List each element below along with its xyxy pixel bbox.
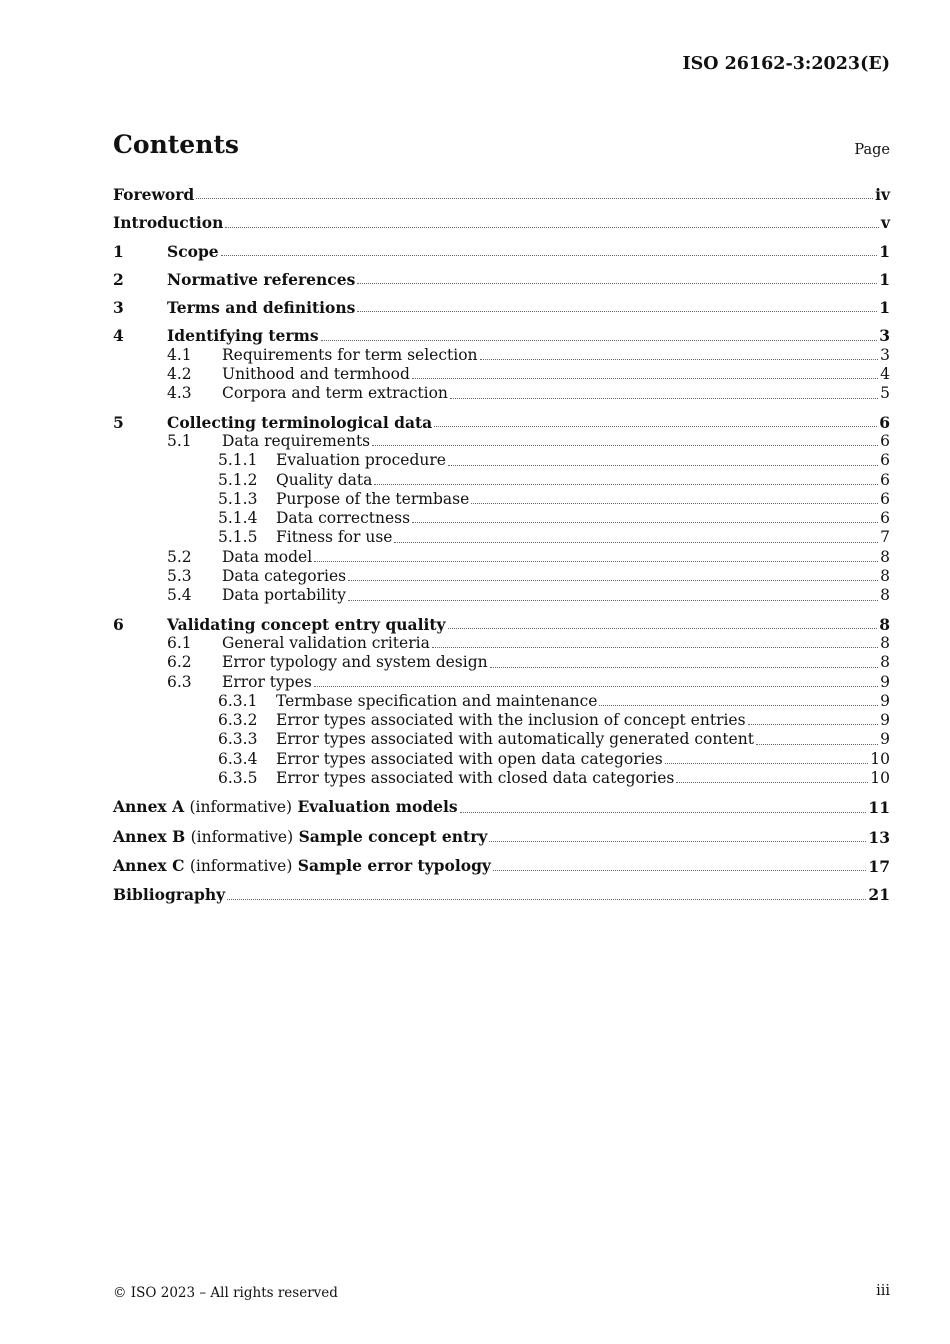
toc-entry-number: 4.2 [167, 365, 192, 384]
dot-leader [471, 503, 878, 504]
toc-entry-label [276, 692, 597, 711]
toc-entry[interactable] [113, 797, 890, 817]
toc-entry-page: 8 [880, 547, 890, 566]
toc-entry-label [276, 509, 410, 528]
toc-entry-title: Bibliography [113, 885, 226, 905]
toc-entry-title: Error types [222, 672, 312, 691]
toc-title: Contents [113, 130, 240, 159]
toc-entry-page: 3 [879, 326, 890, 346]
toc-entry[interactable] [113, 673, 890, 692]
toc-entry-page: 8 [879, 614, 890, 634]
toc-entry-title: Requirements for term selection [222, 345, 478, 364]
toc-entry-label [222, 586, 346, 605]
toc-entry-page: 10 [870, 769, 890, 788]
toc-entry-title: Evaluation models [297, 797, 458, 817]
dot-leader [676, 782, 868, 783]
toc-entry-title: Scope [167, 241, 219, 261]
toc-entry-number: 5.3 [167, 567, 192, 586]
toc-entry-page: 6 [880, 509, 890, 528]
toc-entry-number: 4 [113, 326, 124, 346]
toc-entry-page: 8 [880, 633, 890, 652]
toc-entry[interactable] [113, 432, 890, 451]
toc-entry-label [222, 567, 346, 586]
toc-entry[interactable] [113, 653, 890, 672]
toc-entry-label [222, 432, 370, 451]
toc-entry-page: 10 [870, 749, 890, 768]
toc-entry[interactable] [113, 711, 890, 730]
toc-entry-page: 13 [868, 827, 890, 847]
toc-entry-title: Normative references [167, 269, 356, 289]
dot-leader [374, 484, 878, 485]
document-id: ISO 26162-3:2023(E) [682, 54, 890, 74]
toc-entry-number: 5.1.1 [218, 451, 258, 470]
toc-entry-number: Annex C [113, 855, 185, 875]
dot-leader [480, 359, 879, 360]
toc-entry-label [167, 242, 219, 261]
dot-leader [314, 561, 878, 562]
dot-leader [756, 744, 878, 745]
toc-entry-label [113, 185, 194, 204]
toc-entry-title: Validating concept entry quality [167, 614, 446, 634]
toc-entry[interactable] [113, 615, 890, 634]
toc-entry-label [276, 750, 663, 769]
toc-entry-title: Sample concept entry [298, 826, 488, 846]
toc-entry-label [167, 413, 432, 432]
toc-entry-label [222, 673, 312, 692]
copyright-notice: © ISO 2023 – All rights reserved [113, 1285, 338, 1301]
toc-entry-title: Collecting terminological data [167, 412, 433, 432]
toc-entry-label [222, 634, 430, 653]
toc-entry-label [276, 730, 754, 749]
toc-entry-label [222, 346, 478, 365]
toc-entry-number: 1 [113, 241, 124, 261]
toc-entry-page: 3 [880, 345, 890, 364]
dot-leader [448, 465, 878, 466]
toc-entry-page: 1 [879, 241, 890, 261]
toc-entry-title: General validation criteria [222, 633, 430, 652]
toc-entry[interactable] [113, 326, 890, 345]
toc-entry-label [276, 471, 372, 490]
toc-entry[interactable] [113, 827, 890, 847]
dot-leader [490, 667, 879, 668]
toc-entry-label [276, 451, 446, 470]
toc-entry-title: Sample error typology [297, 855, 491, 875]
toc-entry-title: Quality data [276, 470, 373, 489]
toc-entry[interactable] [113, 885, 890, 904]
dot-leader [493, 870, 866, 871]
toc-entry-label [167, 270, 355, 289]
toc-entry-number: 6.3.3 [218, 730, 258, 749]
toc-entry-label [276, 711, 746, 730]
dot-leader [357, 283, 877, 284]
dot-leader [321, 340, 878, 341]
toc-entry-title: Introduction [113, 213, 224, 233]
toc-entry[interactable] [113, 586, 890, 605]
toc-entry-label [167, 298, 355, 317]
toc-entry-number: 5.1 [167, 431, 192, 450]
toc-entry[interactable] [113, 298, 890, 317]
toc-entry-page: 11 [868, 798, 890, 818]
toc-entry-title: Terms and definitions [167, 298, 356, 318]
toc-entry-title: Identifying terms [167, 326, 319, 346]
dot-leader [221, 255, 878, 256]
toc-entry-label [167, 326, 319, 345]
toc-entry-page: 9 [880, 711, 890, 730]
toc-entry-number: 6 [113, 614, 124, 634]
toc-entry-page: 4 [880, 365, 890, 384]
toc-entry-number: 5.1.3 [218, 489, 258, 508]
toc-entry-label [222, 548, 312, 567]
toc-entry-qualifier: (informative) [189, 798, 293, 817]
toc-entry[interactable] [113, 692, 890, 711]
toc-entry-label [222, 384, 448, 403]
toc-entry-title: Evaluation procedure [276, 451, 446, 470]
toc-entry[interactable] [113, 769, 890, 788]
toc-entry[interactable] [113, 365, 890, 384]
toc-entry[interactable] [113, 471, 890, 490]
toc-entry-page: 6 [880, 489, 890, 508]
toc-entry-title: Termbase specification and maintenance [276, 691, 598, 710]
table-of-contents [113, 185, 890, 905]
dot-leader [434, 426, 877, 427]
toc-entry-page: 9 [880, 730, 890, 749]
toc-entry-label [113, 797, 458, 817]
toc-entry-page: 5 [880, 384, 890, 403]
toc-entry-page: 6 [880, 431, 890, 450]
toc-entry-number: 5.1.5 [218, 528, 258, 547]
dot-leader [450, 398, 878, 399]
toc-entry-page: 21 [868, 885, 890, 905]
toc-entry-number: 5 [113, 412, 124, 432]
toc-entry[interactable] [113, 384, 890, 403]
toc-entry-qualifier: (informative) [190, 827, 294, 846]
toc-entry-page: v [880, 213, 890, 233]
toc-entry-title: Error types associated with open data categories [276, 749, 663, 768]
dot-leader [348, 600, 878, 601]
dot-leader [348, 580, 878, 581]
toc-entry-number: 5.1.4 [218, 509, 258, 528]
toc-entry[interactable] [113, 213, 890, 232]
toc-entry-label [167, 615, 446, 634]
toc-entry-number: Annex B [113, 826, 186, 846]
toc-entry-number: 4.3 [167, 384, 192, 403]
toc-entry-number: 6.2 [167, 653, 192, 672]
toc-entry-title: Error types associated with closed data categories [276, 769, 675, 788]
toc-entry-number: 6.3 [167, 672, 192, 691]
dot-leader [460, 812, 867, 813]
toc-entry[interactable] [113, 242, 890, 261]
toc-entry-page: iv [875, 185, 890, 204]
toc-entry[interactable] [113, 567, 890, 586]
toc-entry-title: Data requirements [222, 431, 371, 450]
toc-entry-title: Corpora and term extraction [222, 384, 448, 403]
dot-leader [665, 763, 869, 764]
page-column-label: Page [854, 142, 890, 158]
toc-entry-label [276, 769, 674, 788]
dot-leader [372, 445, 878, 446]
toc-entry-label [276, 528, 392, 547]
toc-entry-title: Fitness for use [276, 528, 393, 547]
dot-leader [314, 686, 878, 687]
toc-entry[interactable] [113, 270, 890, 289]
toc-entry[interactable] [113, 548, 890, 567]
toc-entry-number: 6.3.2 [218, 711, 258, 730]
toc-entry[interactable] [113, 750, 890, 769]
toc-entry-page: 1 [879, 298, 890, 318]
toc-entry-number: 2 [113, 269, 124, 289]
toc-entry-page: 9 [880, 672, 890, 691]
dot-leader [448, 628, 878, 629]
toc-entry-number: 6.3.5 [218, 769, 258, 788]
toc-entry-number: 5.1.2 [218, 470, 258, 489]
toc-entry-label [113, 856, 491, 876]
toc-entry-title: Foreword [113, 185, 195, 204]
toc-entry-qualifier: (informative) [189, 856, 293, 875]
dot-leader [357, 311, 877, 312]
toc-entry[interactable] [113, 730, 890, 749]
toc-entry-number: Annex A [113, 797, 185, 817]
toc-entry-label [113, 213, 223, 232]
toc-entry[interactable] [113, 185, 890, 204]
toc-entry-page: 6 [879, 412, 890, 432]
dot-leader [394, 542, 878, 543]
dot-leader [599, 705, 878, 706]
toc-entry-number: 5.4 [167, 586, 192, 605]
toc-entry-title: Purpose of the termbase [276, 489, 470, 508]
toc-entry-page: 7 [880, 528, 890, 547]
toc-entry[interactable] [113, 451, 890, 470]
toc-entry-title: Data portability [222, 586, 346, 605]
toc-entry-title: Data correctness [276, 509, 411, 528]
toc-entry[interactable] [113, 856, 890, 876]
dot-leader [748, 724, 879, 725]
page-number: iii [876, 1283, 890, 1299]
toc-entry-title: Data categories [222, 567, 347, 586]
toc-entry-number: 5.2 [167, 547, 192, 566]
toc-entry-title: Data model [222, 547, 313, 566]
toc-entry-label [222, 653, 488, 672]
toc-entry-label [113, 885, 225, 904]
toc-entry-page: 8 [880, 653, 890, 672]
toc-entry-page: 8 [880, 586, 890, 605]
toc-entry-number: 6.3.4 [218, 749, 258, 768]
toc-entry[interactable] [113, 346, 890, 365]
dot-leader [225, 227, 879, 228]
toc-entry-title: Error types associated with the inclusion of concept entries [276, 711, 746, 730]
toc-entry[interactable] [113, 509, 890, 528]
dot-leader [196, 198, 873, 199]
toc-entry[interactable] [113, 490, 890, 509]
toc-entry-label [276, 490, 469, 509]
toc-entry-page: 1 [879, 269, 890, 289]
toc-entry[interactable] [113, 528, 890, 547]
toc-entry-title: Error types associated with automatically generated content [276, 730, 754, 749]
toc-entry[interactable] [113, 413, 890, 432]
toc-entry-page: 9 [880, 691, 890, 710]
dot-leader [412, 522, 878, 523]
toc-entry-number: 6.1 [167, 633, 192, 652]
toc-entry[interactable] [113, 634, 890, 653]
toc-entry-number: 6.3.1 [218, 691, 258, 710]
toc-entry-label [222, 365, 410, 384]
dot-leader [489, 841, 866, 842]
toc-entry-label [113, 827, 487, 847]
dot-leader [227, 899, 866, 900]
dot-leader [432, 647, 878, 648]
toc-entry-title: Error typology and system design [222, 653, 488, 672]
toc-entry-page: 17 [868, 856, 890, 876]
toc-entry-number: 3 [113, 298, 124, 318]
dot-leader [412, 378, 878, 379]
toc-entry-number: 4.1 [167, 345, 192, 364]
toc-entry-page: 8 [880, 567, 890, 586]
toc-entry-page: 6 [880, 470, 890, 489]
toc-entry-title: Unithood and termhood [222, 365, 410, 384]
toc-entry-page: 6 [880, 451, 890, 470]
